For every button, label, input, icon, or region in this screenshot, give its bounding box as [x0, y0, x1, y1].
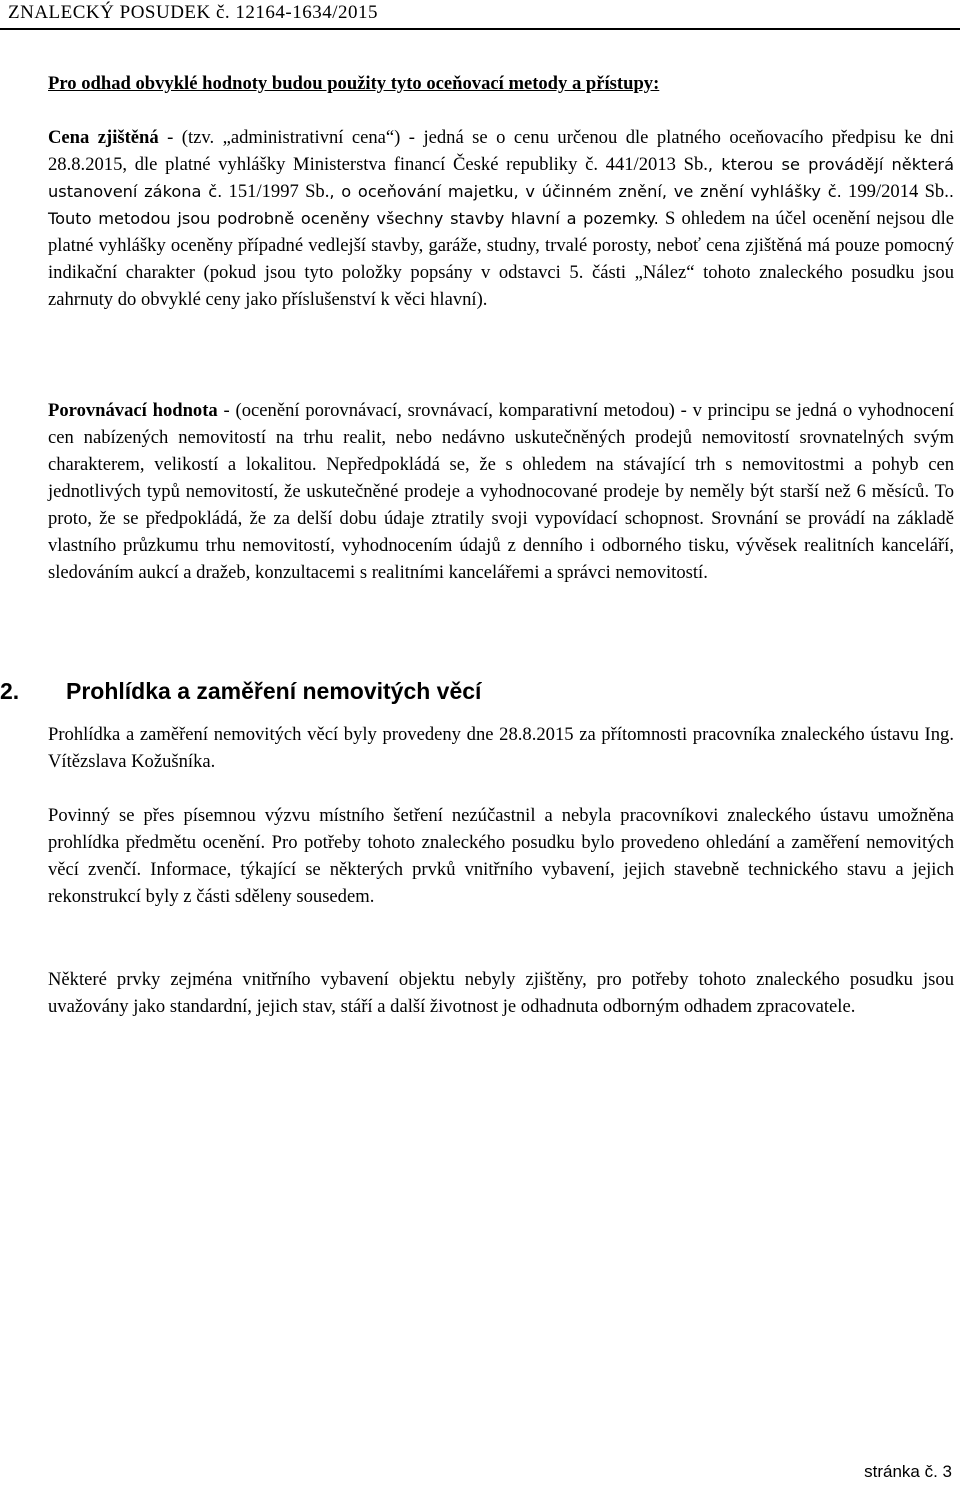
cena-text-2: , kterou se provádějí některá ustanovení zákona č.: [48, 155, 954, 201]
section-number: 2.: [0, 678, 20, 704]
porovnavaci-term: Porovnávací hodnota: [48, 400, 218, 421]
cena-zjistena-term: Cena zjištěná: [48, 127, 159, 148]
cena-text-4: , o oceňování majetku, v účinném znění, ve znění vyhlášky č.: [329, 182, 842, 201]
page-number: stránka č. 3: [864, 1462, 952, 1481]
porovnavaci-text: - (ocenění porovnávací, srovnávací, komparativní metodou) - v principu se jedná o vyhodnocení cen nabízených nemovitostí na trhu realit, nebo nedávno uskutečněných prodejů nemovitostí srovnatelných svým charakterem, velikostí a lokalitou. Nepředpokládá se, že s ohledem na stávající trh s nemovitostmi a pohyb cen jednotlivých typů nemovitostí, že uskutečněné prodeje a vyhodnocované prodeje by neměly být starší než 6 měsíců. To proto, že se předpokládá, že za delší dobu údaje ztratily svoji vypovídací schopnost. Srovnání se provádí na základě vlastního průzkumu trhu nemovitostí, vyhodnocením údajů z denního i odborného tisku, vývěsek realitních kanceláří, sledováním aukcí a dražeb, konzultacemi s realitními kancelářemi a správci nemovitostí.: [48, 400, 954, 583]
methods-heading: Pro odhad obvyklé hodnoty budou použity tyto oceňovací metody a přístupy:: [48, 73, 660, 94]
cena-text-1: - (tzv. „administrativní cena“) - jedná se o cenu určenou dle platného oceňovacího předpisu ke dni 28.8.2015, dle platné vyhlášky Ministerstva financí České republiky č. 441/2013 Sb.: [48, 127, 954, 175]
document-header: ZNALECKÝ POSUDEK č. 12164-1634/2015: [8, 2, 379, 23]
header-rule: [0, 28, 960, 30]
cena-text-6: . Touto metodou jsou podrobně oceněny všechny stavby hlavní a pozemky.: [48, 182, 955, 228]
cena-text-5: 199/2014 Sb.: [841, 181, 949, 202]
porovnavaci-paragraph: [48, 397, 954, 586]
interior-paragraph: Některé prvky zejména vnitřního vybavení objektu nebyly zjištěny, pro potřeby tohoto znaleckého posudku jsou uvažovány jako standardní, jejich stav, stáří a další životnost je odhadnuta odborným odhadem zpracovatele.: [48, 969, 954, 1017]
inspection-paragraph: Prohlídka a zaměření nemovitých věcí byly provedeny dne 28.8.2015 za přítomnosti pracovníka znaleckého ústavu Ing. Vítězslava Kožušníka.: [48, 724, 954, 772]
cena-text-7: S ohledem na účel ocenění nejsou dle platné vyhlášky oceněny případné vedlejší stavby, garáže, studny, trvalé porosty, neboť cena zjištěná má pouze pomocný indikační charakter (pokud jsou tyto položky popsány v odstavci 5. části „Nález“ tohoto znaleckého posudku jsou zahrnuty do obvyklé ceny jako příslušenství k věci hlavní).: [48, 208, 954, 310]
section-title: Prohlídka a zaměření nemovitých věcí: [66, 678, 482, 704]
cena-text-3: 151/1997 Sb.: [222, 181, 330, 202]
obligor-paragraph: Povinný se přes písemnou výzvu místního šetření nezúčastnil a nebyla pracovníkovi znaleckého ústavu umožněna prohlídka předmětu ocenění. Pro potřeby tohoto znaleckého posudku bylo provedeno ohledání a zaměření nemovitých věcí zvenčí. Informace, týkající se některých prvků vnitřního vybavení, jejich stavebně technického stavu a jejich rekonstrukcí byly z části sděleny sousedem.: [48, 805, 954, 907]
cena-zjistena-paragraph: [48, 124, 954, 313]
